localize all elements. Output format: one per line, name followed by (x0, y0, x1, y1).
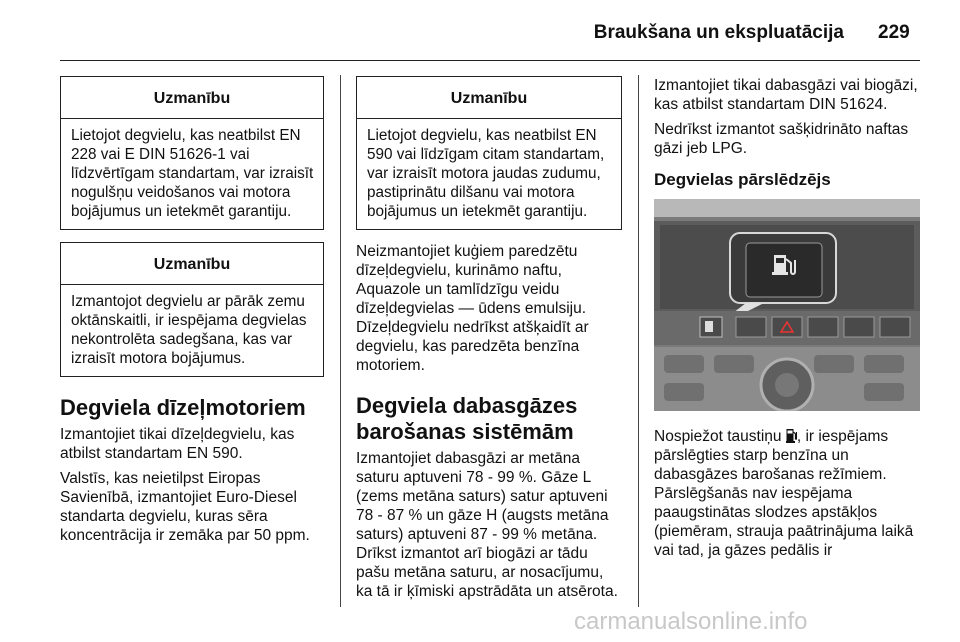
caution-text: Lietojot degvielu, kas neatbilst EN 228 vai E DIN 51626-1 vai līdzvērtīgam standartam, var izraisīt nogulšņu veidošanos vai motora bojājumus un ietekmēt garantiju. (71, 127, 314, 220)
column-3 (654, 76, 922, 566)
text-segment: , ir iespējams pārslēgties starp benzīna un dabasgāzes barošanas režīmiem. Pārslēgšanās nav iespējama paaugstinātas slodzes apstākļos (piemēram, strauja paātrinājuma laikā vai tad, ja gāzes pedālis ir (654, 428, 914, 559)
header-title: Braukšana un ekspluatācija (593, 22, 844, 43)
caution-text: Lietojot degvielu, kas neatbilst EN 590 vai līdzīgam citam standartam, var izraisīt motora jaudas zudumu, pastiprinātu dilšanu vai motora bojājumus un ietekmēt garantiju. (367, 127, 605, 220)
fuel-selector-illustration (654, 199, 920, 411)
column-1 (60, 76, 324, 551)
section-title-diesel: Degviela dīzeļmotoriem (60, 395, 306, 420)
caution-box-fuel-standard (60, 76, 324, 230)
paragraph: Izmantojiet tikai dīzeļdegvielu, kas atbilst standartam EN 590. (60, 426, 295, 462)
paragraph: Izmantojiet dabasgāzi ar metāna saturu aptuveni 78 - 99 %. Gāze L (zems metāna saturs) satur aptuveni 78 - 87 % un gāze H (augsts metāna saturs) aptuveni 87 - 99 % metāna. Drīkst izmantot arī biogāzi ar tādu pašu metāna saturu, ar nosacījumu, ka tā ir ķīmiski apstrādāta un atsērota. (356, 450, 618, 600)
dashboard-switch-panel-image (654, 199, 920, 411)
column-divider-1 (340, 75, 341, 607)
watermark-text: carmanualsonline.info (574, 608, 808, 635)
caution-heading: Uzmanību (357, 77, 621, 119)
caution-box-octane (60, 242, 324, 377)
caution-heading: Uzmanību (61, 243, 323, 285)
paragraph: Nedrīkst izmantot sašķidrināto naftas gāzi jeb LPG. (654, 121, 909, 157)
header-rule (60, 60, 920, 61)
paragraph: Valstīs, kas neietilpst Eiropas Savienībā, izmantojiet Euro-Diesel standarta degvielu, kuras sēra koncentrācija ir zemāka par 50 ppm. (60, 470, 310, 544)
text-segment: Nospiežot taustiņu (654, 428, 782, 445)
caution-heading: Uzmanību (61, 77, 323, 119)
caution-box-diesel-standard (356, 76, 622, 230)
column-divider-2 (638, 75, 639, 607)
paragraph: Izmantojiet tikai dabasgāzi vai biogāzi, kas atbilst standartam DIN 51624. (654, 77, 918, 113)
paragraph-fuel-selector (654, 427, 922, 560)
subsection-title-fuel-selector: Degvielas pārslēdzējs (654, 170, 831, 189)
caution-text: Izmantojot degvielu ar pārāk zemu oktānskaitli, ir iespējama degvielas nekontrolēta sadegšana, kas var izraisīt motora bojājumus. (71, 293, 307, 367)
page-number: 229 (878, 22, 910, 43)
fuel-pump-icon (786, 428, 797, 443)
section-title-natural-gas: Degviela dabasgāzes barošanas sistēmām (356, 393, 578, 444)
paragraph: Neizmantojiet kuģiem paredzētu dīzeļdegvielu, kurināmo naftu, Aquazole un tamlīdzīgu veidu dīzeļdegvielas — ūdens emulsiju. Dīzeļdegvielu nedrīkst atšķaidīt ar degvielu, kas paredzēta benzīna motoriem. (356, 243, 589, 374)
column-2 (356, 76, 622, 607)
